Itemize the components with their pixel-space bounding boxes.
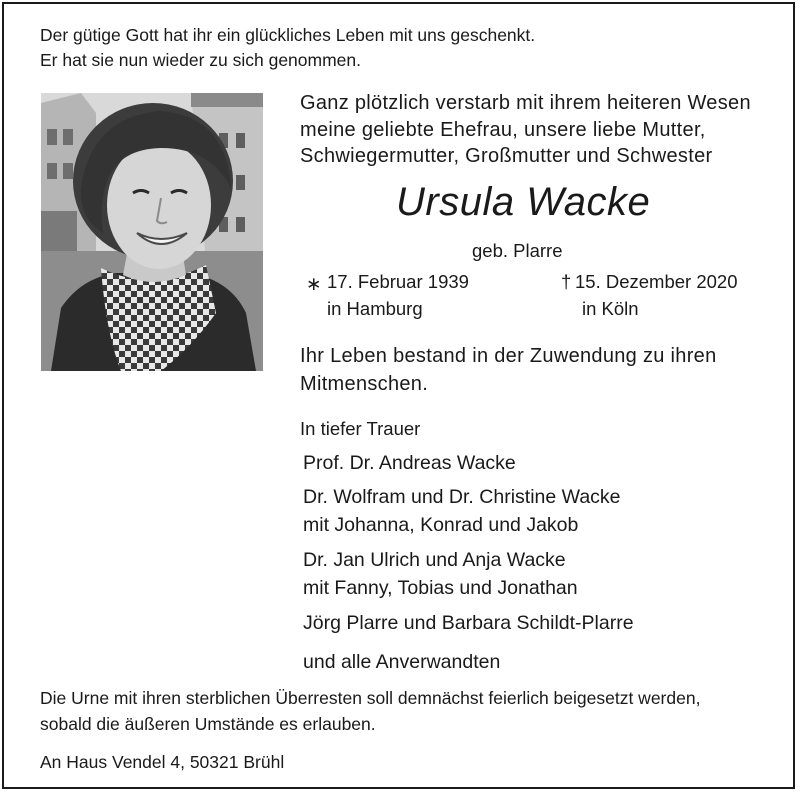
deceased-name: Ursula Wacke xyxy=(396,180,651,224)
address: An Haus Vendel 4, 50321 Brühl xyxy=(40,752,285,772)
mourners-heading: In tiefer Trauer xyxy=(300,418,421,439)
announcement-line-1: Ganz plötzlich verstarb mit ihrem heiteren Wesen xyxy=(300,92,751,114)
intro-line-1: Der gütige Gott hat ihr ein glückliches Leben mit uns geschenkt. xyxy=(40,25,536,45)
death-place: in Köln xyxy=(582,298,639,319)
portrait-photo xyxy=(41,93,263,371)
death-date: 15. Dezember 2020 xyxy=(575,271,738,292)
death-cross-icon: † xyxy=(561,271,572,292)
birth-name: geb. Plarre xyxy=(472,240,563,261)
announcement-line-3: Schwiegermutter, Großmutter und Schwester xyxy=(300,145,713,167)
mourner-line: und alle Anverwandten xyxy=(303,651,501,673)
birth-place: in Hamburg xyxy=(327,298,423,319)
burial-note-line-2: sobald die äußeren Umstände es erlauben. xyxy=(40,714,376,734)
tribute-line-1: Ihr Leben bestand in der Zuwendung zu ihren xyxy=(300,345,717,367)
mourner-line: Dr. Jan Ulrich und Anja Wacke xyxy=(303,549,566,571)
burial-note-line-1: Die Urne mit ihren sterblichen Überresten soll demnächst feierlich beigesetzt werden, xyxy=(40,688,701,708)
intro-line-2: Er hat sie nun wieder zu sich genommen. xyxy=(40,50,361,70)
mourner-line: mit Johanna, Konrad und Jakob xyxy=(303,514,579,536)
mourner-line: Prof. Dr. Andreas Wacke xyxy=(303,452,516,474)
announcement-line-2: meine geliebte Ehefrau, unsere liebe Mutter, xyxy=(300,119,706,141)
birth-star-icon: ∗ xyxy=(306,273,322,294)
mourner-line: Jörg Plarre und Barbara Schildt-Plarre xyxy=(303,612,634,634)
tribute-line-2: Mitmenschen. xyxy=(300,373,429,395)
birth-date: 17. Februar 1939 xyxy=(327,271,469,292)
mourner-line: mit Fanny, Tobias und Jonathan xyxy=(303,577,578,599)
mourner-line: Dr. Wolfram und Dr. Christine Wacke xyxy=(303,486,621,508)
